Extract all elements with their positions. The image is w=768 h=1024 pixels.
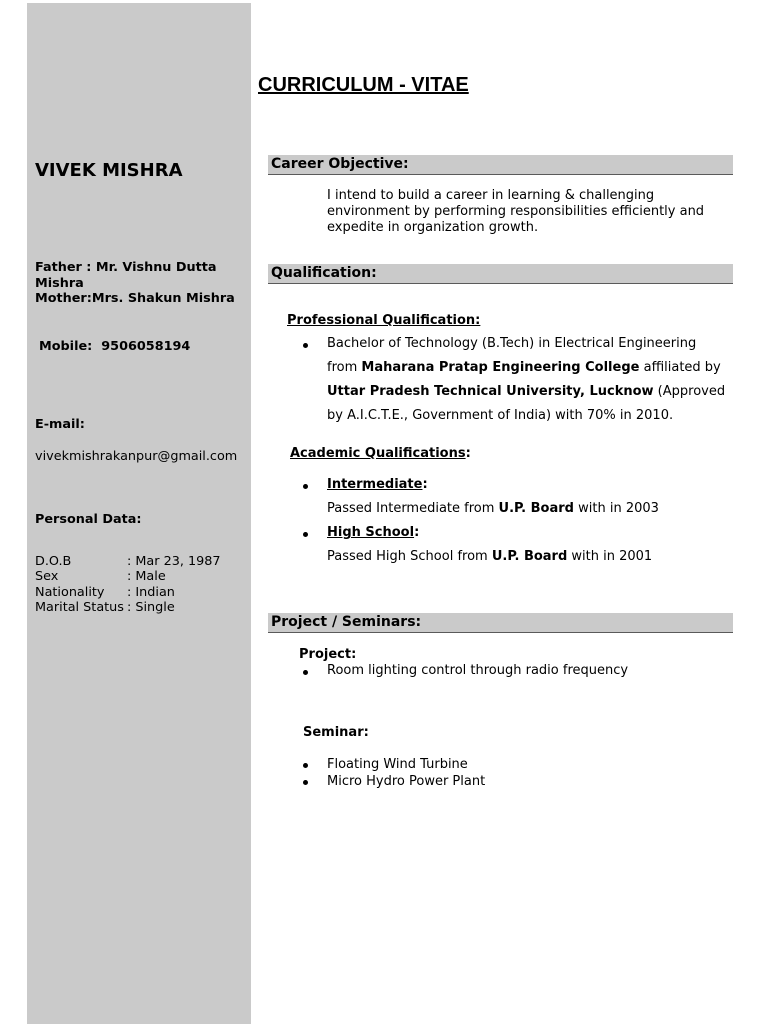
personal-data-value: : Male xyxy=(127,569,166,585)
seminar-title: Micro Hydro Power Plant xyxy=(327,774,486,789)
father-name: Father : Mr. Vishnu Dutta Mishra xyxy=(35,260,217,291)
academic-qualifications-heading xyxy=(290,446,471,462)
candidate-name: VIVEK MISHRA xyxy=(35,160,183,181)
bullet-icon xyxy=(303,780,308,785)
personal-data-list xyxy=(35,554,249,615)
degree-text: Bachelor of Technology (B.Tech) in Electrical Engineering xyxy=(327,336,697,351)
projects-seminars-heading: Project / Seminars: xyxy=(268,613,733,633)
email-label: E-mail: xyxy=(35,417,85,432)
academic-heading-colon: : xyxy=(465,446,471,461)
academic-level: Intermediate xyxy=(327,477,423,492)
academic-level: High School xyxy=(327,525,415,540)
personal-data-label: D.O.B xyxy=(35,554,72,569)
list-item xyxy=(327,473,659,497)
career-objective-heading: Career Objective: xyxy=(268,155,733,175)
personal-data-value: : Single xyxy=(127,599,175,615)
mobile-row xyxy=(39,339,253,355)
academic-level-colon: : xyxy=(414,525,420,540)
bullet-icon xyxy=(303,532,308,537)
project-list xyxy=(327,663,628,679)
text-segment: from xyxy=(327,360,362,375)
parents-block xyxy=(35,260,249,307)
list-item xyxy=(327,521,659,545)
sidebar xyxy=(27,3,251,1024)
academic-detail xyxy=(327,545,659,569)
project-heading: Project: xyxy=(299,647,357,662)
academic-heading-text: Academic Qualifications xyxy=(290,446,466,461)
personal-data-label: Nationality xyxy=(35,584,105,600)
personal-data-row xyxy=(35,569,249,584)
qualification-heading: Qualification: xyxy=(268,264,733,284)
personal-data-row xyxy=(35,585,249,600)
bullet-icon xyxy=(303,763,308,768)
mobile-label: Mobile: xyxy=(39,339,93,354)
bullet-icon xyxy=(303,343,308,348)
seminar-heading: Seminar: xyxy=(303,725,369,740)
seminar-list xyxy=(327,756,485,790)
professional-qualification-list xyxy=(327,332,725,428)
personal-data-row xyxy=(35,554,249,569)
board-name: U.P. Board xyxy=(498,501,574,516)
text-segment: affiliated by xyxy=(639,360,721,375)
text-segment: Passed High School from xyxy=(327,549,492,564)
list-item-continuation xyxy=(327,356,725,380)
personal-data-row xyxy=(35,600,249,615)
personal-data-heading: Personal Data: xyxy=(35,512,142,527)
mobile-number: 9506058194 xyxy=(101,339,191,354)
college-name: Maharana Pratap Engineering College xyxy=(361,360,640,375)
text-segment: with in 2003 xyxy=(573,501,659,516)
academic-qualifications-list xyxy=(327,473,659,569)
mother-name: Mother:Mrs. Shakun Mishra xyxy=(35,291,235,306)
text-segment: (Approved xyxy=(653,384,726,399)
career-objective-line: expedite in organization growth. xyxy=(327,220,539,235)
career-objective-line: I intend to build a career in learning & challenging xyxy=(327,188,655,203)
list-item xyxy=(327,663,628,679)
academic-level-colon: : xyxy=(422,477,428,492)
board-name: U.P. Board xyxy=(491,549,568,564)
text-segment: with in 2001 xyxy=(567,549,653,564)
seminar-title: Floating Wind Turbine xyxy=(327,757,468,772)
personal-data-label: Sex xyxy=(35,569,59,585)
university-name: Uttar Pradesh Technical University, Lucknow xyxy=(327,384,654,399)
personal-data-value: : Indian xyxy=(127,584,175,600)
list-item-continuation xyxy=(327,380,725,404)
list-item xyxy=(327,756,485,773)
personal-data-value: : Mar 23, 1987 xyxy=(127,554,221,569)
text-segment: Passed Intermediate from xyxy=(327,501,499,516)
bullet-icon xyxy=(303,670,308,675)
career-objective-line: environment by performing responsibilities efficiently and xyxy=(327,204,705,219)
list-item xyxy=(327,773,485,790)
personal-data-label: Marital Status xyxy=(35,599,124,615)
list-item xyxy=(327,332,725,356)
bullet-icon xyxy=(303,484,308,489)
academic-detail xyxy=(327,497,659,521)
email-address: vivekmishrakanpur@gmail.com xyxy=(35,449,238,464)
professional-qualification-heading: Professional Qualification: xyxy=(287,313,481,328)
project-title: Room lighting control through radio frequency xyxy=(327,663,629,678)
document-title: CURRICULUM - VITAE xyxy=(258,74,469,96)
text-segment: by A.I.C.T.E., Government of India) with 70% in 2010. xyxy=(327,408,674,423)
list-item-continuation xyxy=(327,404,725,428)
career-objective-text xyxy=(327,188,704,236)
